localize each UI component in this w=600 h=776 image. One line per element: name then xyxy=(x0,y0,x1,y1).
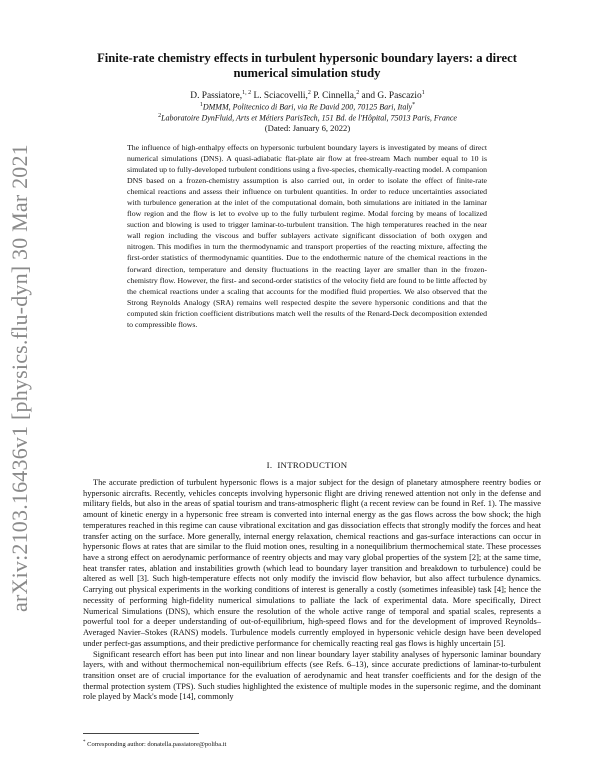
author-affiliation-marker: 1 xyxy=(421,90,425,96)
author-name: P. Cinnella, xyxy=(313,91,357,102)
date-line: (Dated: January 6, 2022) xyxy=(264,123,351,133)
footnote-marker: * xyxy=(83,740,86,745)
affiliation-marker: 2 xyxy=(158,113,162,119)
author-name: D. Passiatore, xyxy=(190,91,243,102)
affiliation-text: Laboratoire DynFluid, Arts et Métiers ParisTech, 151 Bd. de l'Hôpital, 75013 Paris, France xyxy=(161,113,457,123)
affiliation xyxy=(80,111,535,124)
footnote xyxy=(83,738,541,749)
body-text xyxy=(83,478,541,703)
footnote-rule xyxy=(83,733,199,734)
author-affiliation-marker: 2 xyxy=(356,90,360,96)
paper-title: Finite-rate chemistry effects in turbulent hypersonic boundary layers: a direct numerical simulation study xyxy=(97,51,517,81)
section-number: I. xyxy=(266,460,273,470)
arxiv-identifier[interactable]: arXiv:2103.16436v1 [physics.flu-dyn] 30 Mar 2021 xyxy=(7,144,32,612)
abstract: The influence of high-enthalpy effects on hypersonic turbulent boundary layers is investigated by means of direct numerical simulations (DNS). A quasi-adiabatic flat-plate air flow at free-stream Mach number equal to 10 is simulated up to fully-developed turbulent conditions using a five-species, chemically-reacting model. A companion DNS based on a frozen-chemistry assumption is also carried out, in order to isolate the effect of finite-rate chemical reactions and assess their influence on turbulent quantities. In order to reduce uncertainties associated with turbulence generation at the inlet of the computational domain, both simulations are initiated in the laminar flow region and the flow is let to evolve up to the fully turbulent regime. Modal forcing by means of localized suction and blowing is used to trigger laminar-to-turbulent transition. The high temperatures reached in the near wall region including the viscous and buffer sublayers activate significant dissociation of both oxygen and nitrogen. This modifies in turn the thermodynamic and transport properties of the reacting mixture, affecting the first-order statistics of thermodynamic quantities. Due to the endothermic nature of the chemical reactions in the forward direction, temperature and density fluctuations in the reacting layer are smaller than in the frozen-chemistry flow. However, the first- and second-order statistics of the velocity field are found to be little affected by the chemical reactions under a scaling that accounts for the modified fluid properties. We also observed that the Strong Reynolds Analogy (SRA) remains well respected despite the severe hypersonic conditions and that the computed skin friction coefficient distributions match well the results of the Renard-Deck decomposition extended to compressible flows. xyxy=(127,143,487,329)
author-name: L. Sciacovelli, xyxy=(253,91,308,102)
author-affiliation-marker: 2 xyxy=(307,90,311,96)
section-heading xyxy=(72,459,542,471)
section-title: INTRODUCTION xyxy=(277,460,348,470)
affiliation-marker: 1 xyxy=(199,102,203,108)
footnote-text: Corresponding author: donatella.passiatore@poliba.it xyxy=(87,741,227,749)
affiliation-text: DMMM, Politecnico di Bari, via Re David 200, 70125 Bari, Italy xyxy=(202,102,413,112)
author-affiliation-marker: 1, 2 xyxy=(242,90,252,96)
corresponding-author-marker: * xyxy=(412,102,416,108)
author-name: and G. Pascazio xyxy=(361,91,422,102)
paragraph: The accurate prediction of turbulent hypersonic flows is a major subject for the design of planetary atmosphere reentry bodies or hypersonic aircrafts. Recently, vehicles concepts involving hypersonic flight are driving renewed attention not only in the defense and military fields, but also in the areas of spatial tourism and trans-atmospheric flight (a recent review can be found in Ref. 1). The massive amount of kinetic energy in a hypersonic free stream is converted into internal energy as the gas flows across the bow shock; the high temperatures reached in this regime can cause vibrational excitation and gas dissociation effects that strongly modify the forces and heat transfer acting on the surface. More generally, internal energy relaxation, chemical reactions and gas-surface interactions can occur in hypersonic flows at rates that are similar to the fluid motion ones, resulting in a nonequilibrium thermochemical state. These processes have a strong effect on aerodynamic performance of reentry objects and may vary global properties of the system [2]; at the same time, heat transfer rates, ablation and instabilities growth (which lead to boundary layer transition and breakdown to turbulence) could be altered as well [3]. Such high-temperature effects not only modify the inviscid flow behavior, but also affect turbulence dynamics. Carrying out physical experiments in the working conditions of interest is generally a costly (sometimes infeasible) task [4]; hence the necessity of performing high-fidelity numerical simulations to palliate the lack of experimental data. More specifically, Direct Numerical Simulations (DNS), which ensure the resolution of the whole active range of temporal and spatial scales, represents a powerful tool for a deeper understanding of out-of-equilibrium, high-speed flows and for the development of improved Reynolds–Averaged Navier–Stokes (RANS) models. Turbulence models currently employed in hypersonic vehicle design have been developed under perfect-gas assumptions, and their predictive performance for chemically reacting real gas flows is highly uncertain [5]. xyxy=(83,478,541,648)
paragraph: Significant research effort has been put into linear and non linear boundary layer stability analyses of hypersonic laminar boundary layers, with and without thermochemical non-equilibrium effects (see Refs. 6–13), since accurate predictions of laminar-to-turbulent transition onset are of crucial importance for the evaluation of aerodynamic and heat transfer coefficients and for the design of the thermal protection system (TPS). Such studies highlighted the existence of multiple modes in the supersonic regime, and the dominant role played by Mack's mode [14], commonly xyxy=(83,649,541,702)
